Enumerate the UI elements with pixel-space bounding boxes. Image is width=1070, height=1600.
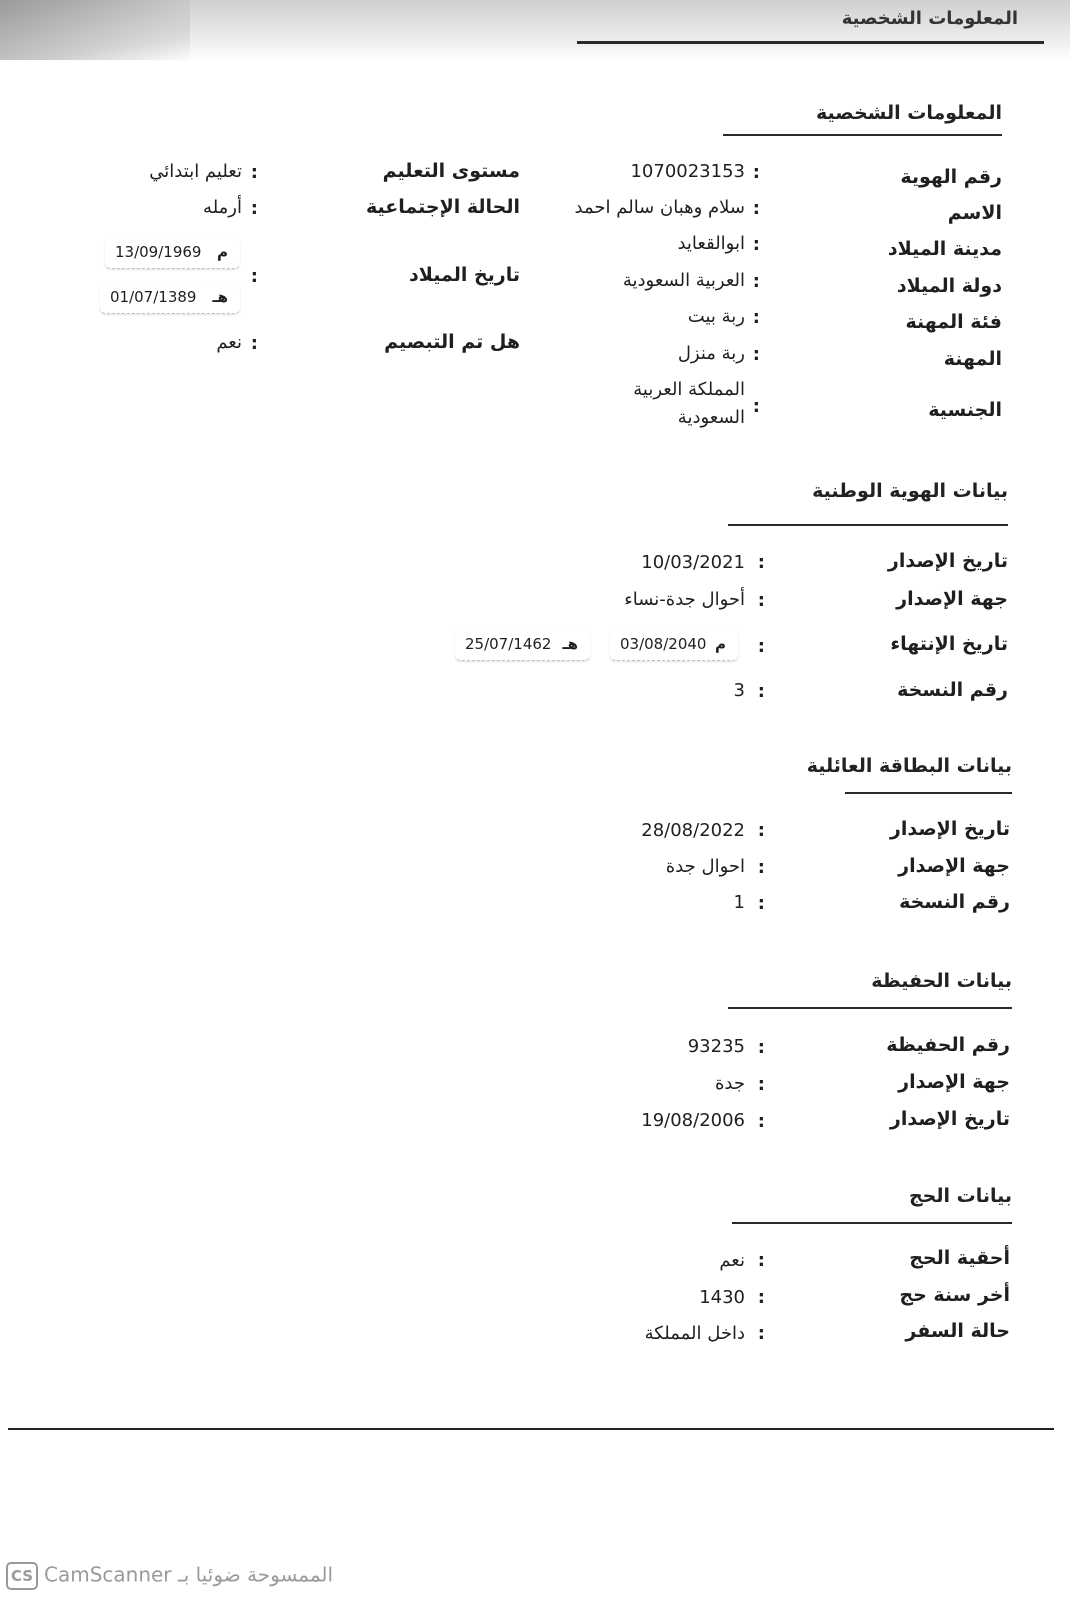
family-card-section-rule	[845, 792, 1012, 794]
national-id-copy-value: 3	[733, 680, 745, 701]
colon: :	[757, 857, 765, 878]
name-label: الاسم	[947, 202, 1002, 224]
colon: :	[250, 333, 258, 354]
hajj-section-rule	[732, 1222, 1012, 1224]
hajj-last-year-value: 1430	[699, 1287, 745, 1308]
colon: :	[752, 234, 760, 255]
dossier-section-rule	[728, 1007, 1012, 1009]
hajj-travel-status-label: حالة السفر	[905, 1320, 1010, 1342]
marital-label: الحالة الإجتماعية	[366, 196, 520, 218]
colon: :	[752, 307, 760, 328]
colon: :	[752, 162, 760, 183]
dossier-number-value: 93235	[687, 1036, 745, 1057]
birth-country-label: دولة الميلاد	[896, 275, 1002, 297]
name-value: سلام وهبان سالم احمد	[574, 197, 745, 218]
colon: :	[757, 590, 765, 611]
colon: :	[752, 344, 760, 365]
fingerprint-value: نعم	[216, 332, 242, 353]
job-label: المهنة	[943, 348, 1002, 370]
colon: :	[757, 820, 765, 841]
education-value: تعليم ابتدائي	[149, 161, 242, 182]
watermark-text: CamScanner	[44, 1562, 172, 1587]
gregorian-mark: م	[715, 635, 726, 653]
colon: :	[757, 1111, 765, 1132]
id-number-label: رقم الهوية	[900, 166, 1002, 188]
dossier-issuer-label: جهة الإصدار	[898, 1071, 1010, 1093]
hajj-last-year-label: أخر سنة حج	[899, 1284, 1010, 1306]
dossier-issue-date-value: 19/08/2006	[641, 1110, 745, 1131]
marital-value: أرمله	[203, 197, 242, 218]
dossier-section-title: بيانات الحفيظة	[871, 970, 1012, 992]
birth-city-value: ابوالقعايد	[677, 233, 745, 254]
birth-date-label: تاريخ الميلاد	[409, 264, 520, 286]
expiry-gregorian: 03/08/2040	[620, 635, 707, 653]
colon: :	[752, 396, 760, 417]
family-card-issue-date-value: 28/08/2022	[641, 820, 745, 841]
colon: :	[757, 1323, 765, 1344]
cropped-header-title: المعلومات الشخصية	[841, 8, 1018, 29]
dossier-number-label: رقم الحفيظة	[886, 1034, 1010, 1056]
watermark-arabic: الممسوحة ضوئيا بـ	[177, 1562, 334, 1587]
colon: :	[250, 266, 258, 287]
birth-date-gregorian: 13/09/1969	[115, 243, 202, 261]
scan-shadow-corner	[0, 0, 190, 60]
birth-date-hijri-box	[100, 283, 240, 314]
national-id-issue-date-label: تاريخ الإصدار	[887, 550, 1008, 572]
expiry-hijri-box	[455, 630, 590, 661]
family-card-copy-label: رقم النسخة	[899, 891, 1010, 913]
personal-section-rule	[723, 134, 1002, 136]
job-value: ربة منزل	[677, 343, 745, 364]
hajj-section-title: بيانات الحج	[908, 1185, 1012, 1207]
colon: :	[757, 681, 765, 702]
dossier-issue-date-label: تاريخ الإصدار	[889, 1108, 1010, 1130]
expiry-gregorian-box	[610, 630, 738, 661]
camscanner-watermark	[6, 1562, 333, 1590]
national-id-issuer-label: جهة الإصدار	[896, 588, 1008, 610]
national-id-section-rule	[728, 524, 1008, 526]
colon: :	[757, 1250, 765, 1271]
colon: :	[757, 893, 765, 914]
nationality-value-line1: المملكة العربية	[633, 379, 745, 400]
fingerprint-label: هل تم التبصيم	[384, 331, 520, 353]
national-id-section-title: بيانات الهوية الوطنية	[812, 480, 1008, 502]
gregorian-mark: م	[217, 243, 228, 261]
nationality-value-line2: السعودية	[677, 407, 745, 428]
hajj-travel-status-value: داخل المملكة	[644, 1323, 745, 1344]
colon: :	[757, 1074, 765, 1095]
colon: :	[757, 1287, 765, 1308]
hajj-eligibility-value: نعم	[719, 1250, 745, 1271]
expiry-hijri: 25/07/1462	[465, 635, 552, 653]
national-id-issuer-value: أحوال جدة-نساء	[624, 589, 745, 610]
colon: :	[250, 198, 258, 219]
national-id-copy-label: رقم النسخة	[897, 679, 1008, 701]
colon: :	[757, 1037, 765, 1058]
national-id-expiry-label: تاريخ الإنتهاء	[890, 633, 1008, 655]
job-category-value: ربة بيت	[687, 306, 745, 327]
education-label: مستوى التعليم	[382, 160, 520, 182]
birth-date-gregorian-box	[105, 238, 240, 269]
family-card-copy-value: 1	[733, 892, 745, 913]
colon: :	[250, 162, 258, 183]
birth-country-value: العربية السعودية	[622, 270, 745, 291]
family-card-section-title: بيانات البطاقة العائلية	[806, 755, 1012, 777]
personal-section-title: المعلومات الشخصية	[815, 102, 1002, 124]
hajj-eligibility-label: أحقية الحج	[909, 1247, 1010, 1269]
colon: :	[757, 636, 765, 657]
dossier-issuer-value: جدة	[714, 1073, 745, 1094]
national-id-issue-date-value: 10/03/2021	[641, 552, 745, 573]
camscanner-logo: CS	[6, 1562, 38, 1590]
colon: :	[752, 198, 760, 219]
hijri-mark: هـ	[212, 288, 228, 306]
bottom-rule	[8, 1428, 1054, 1430]
colon: :	[752, 271, 760, 292]
family-card-issuer-label: جهة الإصدار	[898, 855, 1010, 877]
family-card-issue-date-label: تاريخ الإصدار	[889, 818, 1010, 840]
hijri-mark: هـ	[562, 635, 578, 653]
birth-city-label: مدينة الميلاد	[887, 238, 1002, 260]
id-number-value: 1070023153	[630, 161, 745, 182]
nationality-label: الجنسية	[928, 399, 1002, 421]
family-card-issuer-value: احوال جدة	[665, 856, 745, 877]
job-category-label: فئة المهنة	[905, 311, 1002, 333]
header-rule	[577, 41, 1044, 44]
birth-date-hijri: 01/07/1389	[110, 288, 197, 306]
colon: :	[757, 552, 765, 573]
